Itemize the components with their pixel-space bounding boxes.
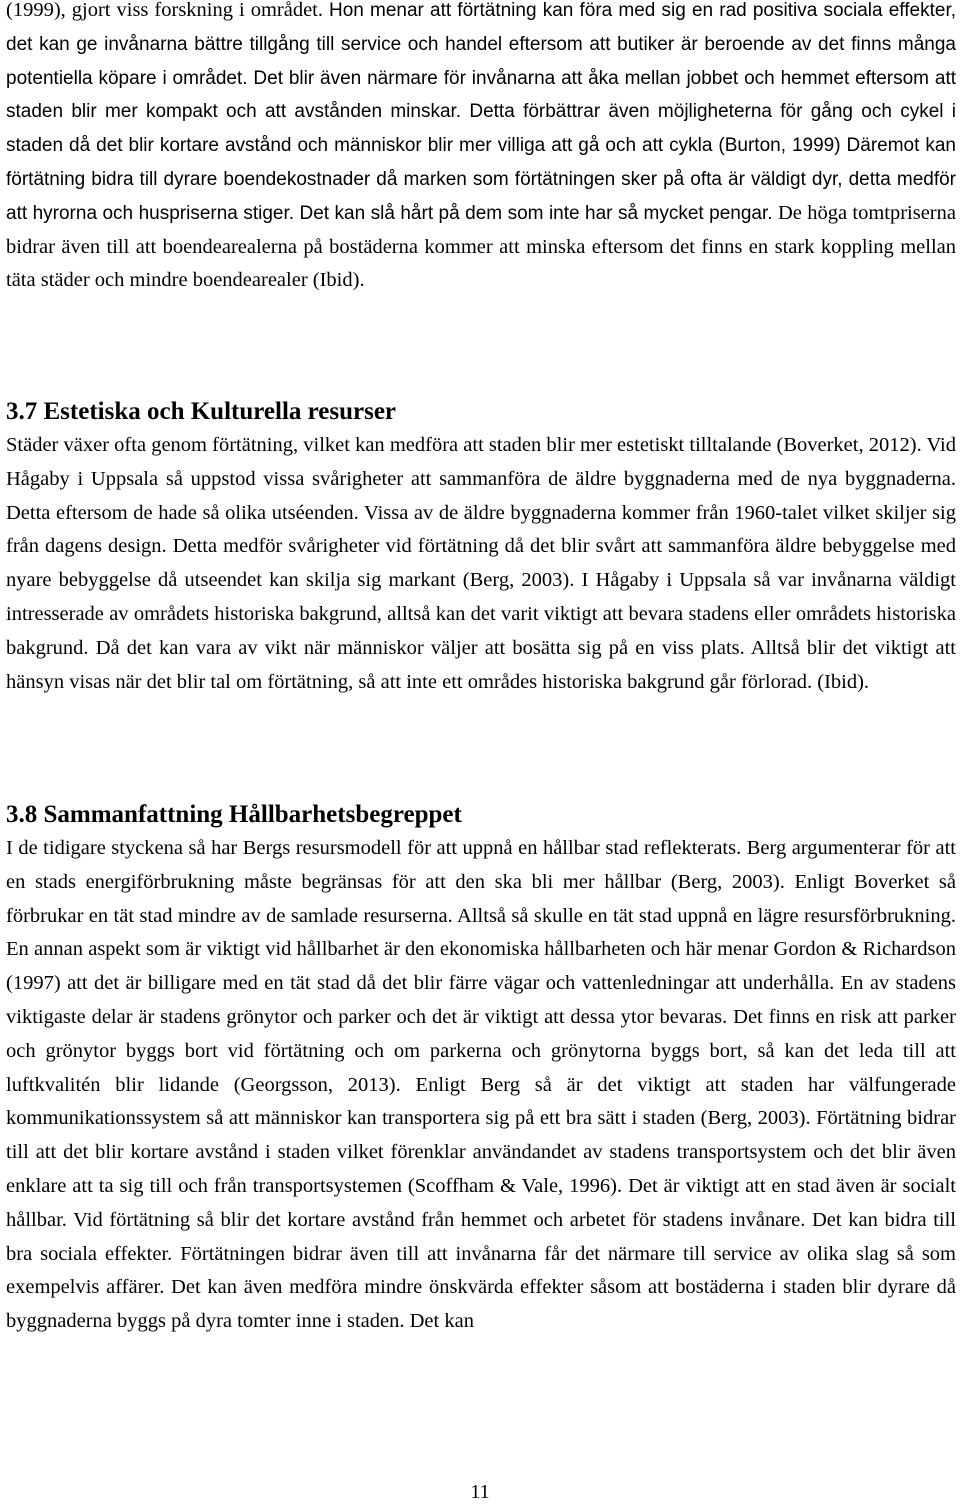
- section-3-8-paragraph: I de tidigare styckena så har Bergs resursmodell för att uppnå en hållbar stad reflekterats. Berg argumenterar för att en stads energiförbrukning måste begränsas för att den ska bli mer hållbar (Berg, 2003). Enligt Boverket så förbrukar en tät stad mindre av de samlade resurserna. Alltså så skulle en tät stad uppnå en lägre resursförbrukning. En annan aspekt som är viktigt vid hållbarhet är den ekonomiska hållbarheten och här menar Gordon & Richardson (1997) att det är billigare med en tät stad då det blir färre vägar och vattenledningar att underhålla. En av stadens viktigaste delar är stadens grönytor och parker och det är viktigt att dessa ytor bevaras. Det finns en risk att parker och grönytor byggs bort vid förtätning och om parkerna och grönytorna byggs bort, så kan det leda till att luftkvalitén blir lidande (Georgsson, 2013). Enligt Berg så är det viktigt att staden har välfungerade kommunikationssystem så att människor kan transportera sig på ett bra sätt i staden (Berg, 2003). Förtätning bidrar till att det blir kortare avstånd i staden vilket förenklar användandet av stadens transportsystem och det blir även enklare att ta sig till och från transportsystemen (Scoffham & Vale, 1996). Det är viktigt att en stad även är socialt hållbar. Vid förtätning så blir det kortare avstånd från hemmet och arbetet för stadens invånare. Det kan bidra till bra sociala effekter. Förtätningen bidrar även till att invånarna får det närmare till service av olika slag så som exempelvis affärer. Det kan även medföra mindre önskvärda effekter såsom att bostäderna i staden blir dyrare då byggnaderna byggs på dyra tomter inne i staden. Det kan: [6, 837, 956, 1333]
- section-heading-3-8: 3.8 Sammanfattning Hållbarhetsbegreppet: [6, 801, 462, 828]
- section-heading-3-7: 3.7 Estetiska och Kulturella resurser: [6, 398, 397, 425]
- intro-sentence-3: De höga tomtpriserna bidrar även till att boendearealerna på bostäderna kommer att minska eftersom det finns en stark koppling mellan täta städer och mindre boendearealer (Ibid).: [6, 201, 956, 292]
- section-3-7-paragraph: Städer växer ofta genom förtätning, vilket kan medföra att staden blir mer estetiskt tilltalande (Boverket, 2012). Vid Hågaby i Uppsala så uppstod vissa svårigheter att sammanföra de äldre byggnaderna med de nya byggnaderna. Detta eftersom de hade så olika utséenden. Vissa av de äldre byggnaderna kommer från 1960-talet vilket skiljer sig från dagens design. Detta medför svårigheter vid förtätning då det blir svårt att sammanföra äldre bebyggelse med nyare bebyggelse då utseendet kan skilja sig markant (Berg, 2003). I Hågaby i Uppsala så var invånarna väldigt intresserade av områdets historiska bakgrund, alltså kan det varit viktigt att bevara stadens eller områdets historiska bakgrund. Då det kan vara av vikt när människor väljer att bosätta sig på en viss plats. Alltså blir det viktigt att hänsyn visas när det blir tal om förtätning, så att inte ett områdes historiska bakgrund går förlorad. (Ibid).: [6, 434, 956, 693]
- page-number: 11: [470, 1481, 490, 1503]
- intro-sentence-2: Hon menar att förtätning kan föra med sig en rad positiva sociala effekter, det kan ge invånarna bättre tillgång till service och handel eftersom att butiker är beroende av det finns många potentiella köpare i området. Det blir även närmare för invånarna att åka mellan jobbet och hemmet eftersom att staden blir mer kompakt och att avstånden minskar. Detta förbättrar även möjligheterna för gång och cykel i staden då det blir kortare avstånd och människor blir mer villiga att gå och att cykla (Burton, 1999) Däremot kan förtätning bidra till dyrare boendekostnader då marken som förtätningen sker på ofta är väldigt dyr, detta medför att hyrorna och huspriserna stiger. Det kan slå hårt på dem som inte har så mycket pengar.: [6, 0, 956, 224]
- intro-sentence-1: (1999), gjort viss forskning i området.: [6, 0, 329, 21]
- intro-paragraph: [6, 0, 956, 298]
